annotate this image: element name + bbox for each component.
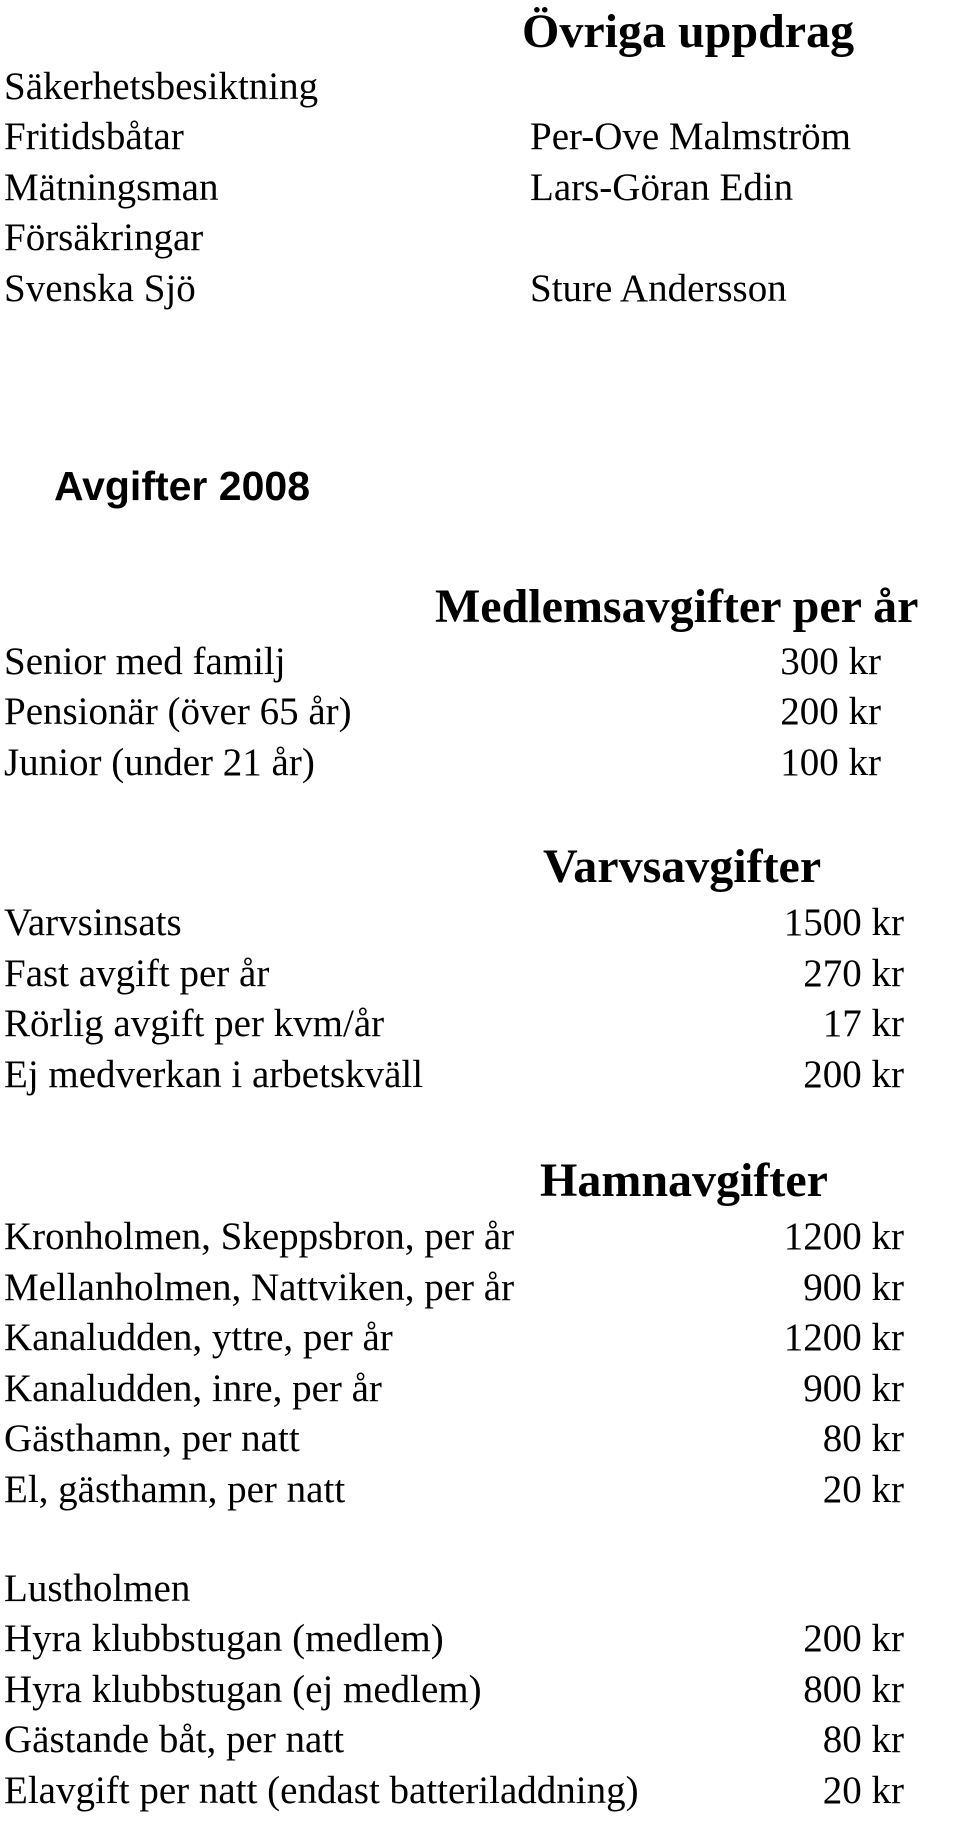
medlem-label: Junior (under 21 år) [4, 741, 315, 784]
ovriga-label: Säkerhetsbesiktning [4, 65, 319, 108]
medlem-value: 100 kr [780, 741, 881, 784]
lust-value: 200 kr [803, 1617, 904, 1660]
medlem-value: 300 kr [780, 640, 881, 683]
varv-label: Rörlig avgift per kvm/år [4, 1002, 385, 1045]
medlem-title: Medlemsavgifter per år [435, 580, 919, 633]
hamn-value: 1200 kr [783, 1316, 904, 1359]
hamn-title: Hamnavgifter [540, 1154, 828, 1207]
hamn-label: Kanaludden, inre, per år [4, 1367, 382, 1410]
ovriga-label: Försäkringar [4, 216, 204, 259]
ovriga-name: Lars-Göran Edin [530, 166, 794, 209]
medlem-label: Pensionär (över 65 år) [4, 690, 352, 733]
hamn-label: Kanaludden, yttre, per år [4, 1316, 393, 1359]
hamn-value: 900 kr [803, 1367, 904, 1410]
varv-label: Fast avgift per år [4, 952, 270, 995]
varv-label: Varvsinsats [4, 901, 182, 944]
lust-title: Lustholmen [4, 1567, 191, 1610]
lust-label: Hyra klubbstugan (medlem) [4, 1617, 444, 1660]
hamn-label: Kronholmen, Skeppsbron, per år [4, 1215, 515, 1258]
varv-value: 17 kr [822, 1002, 904, 1045]
ovriga-label: Svenska Sjö [4, 267, 196, 310]
hamn-value: 900 kr [803, 1266, 904, 1309]
lust-value: 80 kr [822, 1718, 904, 1761]
ovriga-name: Sture Andersson [530, 267, 787, 310]
varv-label: Ej medverkan i arbetskväll [4, 1053, 424, 1096]
lust-label: Elavgift per natt (endast batteriladdning) [4, 1769, 639, 1812]
medlem-value: 200 kr [780, 690, 881, 733]
hamn-value: 1200 kr [783, 1215, 904, 1258]
varv-value: 200 kr [803, 1053, 904, 1096]
varv-title: Varvsavgifter [543, 840, 822, 893]
varv-value: 270 kr [803, 952, 904, 995]
hamn-label: El, gästhamn, per natt [4, 1468, 346, 1511]
lust-label: Gästande båt, per natt [4, 1718, 345, 1761]
hamn-value: 80 kr [822, 1417, 904, 1460]
varv-value: 1500 kr [783, 901, 904, 944]
medlem-label: Senior med familj [4, 640, 286, 683]
ovriga-label: Mätningsman [4, 166, 219, 209]
hamn-label: Gästhamn, per natt [4, 1417, 300, 1460]
ovriga-label: Fritidsbåtar [4, 115, 184, 158]
avgifter-title: Avgifter 2008 [54, 463, 310, 509]
lust-label: Hyra klubbstugan (ej medlem) [4, 1668, 482, 1711]
lust-value: 800 kr [803, 1668, 904, 1711]
ovriga-title: Övriga uppdrag [522, 5, 855, 58]
hamn-value: 20 kr [822, 1468, 904, 1511]
ovriga-name: Per-Ove Malmström [530, 115, 851, 158]
hamn-label: Mellanholmen, Nattviken, per år [4, 1266, 515, 1309]
lust-value: 20 kr [822, 1769, 904, 1812]
